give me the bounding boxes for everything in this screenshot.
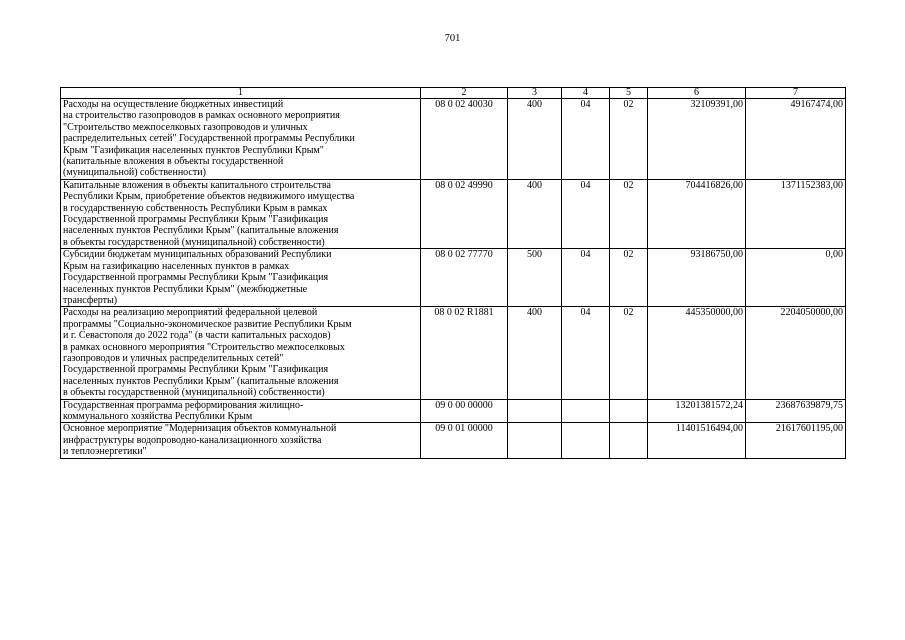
row-col5: 02 — [610, 249, 648, 307]
table-row — [61, 423, 846, 458]
row-code: 09 0 01 00000 — [421, 423, 508, 458]
row-col4: 04 — [562, 249, 610, 307]
header-col-2: 2 — [421, 88, 508, 99]
header-row — [61, 88, 846, 99]
row-col3: 500 — [508, 249, 562, 307]
row-col4: 04 — [562, 99, 610, 180]
row-col5: 02 — [610, 99, 648, 180]
row-col5 — [610, 399, 648, 423]
row-description: Государственная программа реформирования жилищно- коммунального хозяйства Республики Крым — [61, 399, 421, 423]
row-description: Капитальные вложения в объекты капитального строительства Республики Крым, приобретение объектов недвижимого имущества в государственную собственность Республики Крым в рамках Государственной программы Республики Крым "Газификация населенных пунктов Республики Крым" (капитальные вложения в объекты государственной (муниципальной) собственности) — [61, 179, 421, 248]
header-col-7: 7 — [746, 88, 846, 99]
row-col3: 400 — [508, 99, 562, 180]
row-code: 08 0 02 77770 — [421, 249, 508, 307]
row-description: Субсидии бюджетам муниципальных образований Республики Крым на газификацию населенных пунктов в рамках Государственной программы Республики Крым "Газификация населенных пунктов Республики Крым" (межбюджетные трансферты) — [61, 249, 421, 307]
row-amount-6: 445350000,00 — [648, 307, 746, 399]
header-col-5: 5 — [610, 88, 648, 99]
table-row — [61, 307, 846, 399]
row-col5: 02 — [610, 307, 648, 399]
row-amount-7: 23687639879,75 — [746, 399, 846, 423]
row-col3: 400 — [508, 307, 562, 399]
budget-table — [60, 87, 846, 459]
row-amount-6: 704416826,00 — [648, 179, 746, 248]
row-amount-7: 49167474,00 — [746, 99, 846, 180]
header-col-1: 1 — [61, 88, 421, 99]
row-col3: 400 — [508, 179, 562, 248]
row-col4 — [562, 399, 610, 423]
header-col-3: 3 — [508, 88, 562, 99]
table-row — [61, 99, 846, 180]
table-row — [61, 399, 846, 423]
row-col5: 02 — [610, 179, 648, 248]
row-amount-6: 11401516494,00 — [648, 423, 746, 458]
header-col-4: 4 — [562, 88, 610, 99]
row-amount-7: 21617601195,00 — [746, 423, 846, 458]
row-col3 — [508, 399, 562, 423]
row-description: Расходы на реализацию мероприятий федеральной целевой программы "Социально-экономическое развитие Республики Крым и г. Севастополя до 2022 года" (в части капитальных расходов) в рамках основного мероприятия "Строительство межпоселковых газопроводов и уличных распределительных сетей" Государственной программы Республики Крым "Газификация населенных пунктов Республики Крым" (капитальные вложения в объекты государственной (муниципальной) собственности) — [61, 307, 421, 399]
row-amount-6: 93186750,00 — [648, 249, 746, 307]
table-row — [61, 179, 846, 248]
page-number: 701 — [444, 33, 461, 44]
row-amount-6: 32109391,00 — [648, 99, 746, 180]
row-description: Расходы на осуществление бюджетных инвестиций на строительство газопроводов в рамках основного мероприятия "Строительство межпоселковых газопроводов и уличных распределительных сетей" Государственной программы Республики Крым "Газификация населенных пунктов Республики Крым" (капитальные вложения в объекты государственной (муниципальной) собственности) — [61, 99, 421, 180]
row-amount-7: 0,00 — [746, 249, 846, 307]
table-row — [61, 249, 846, 307]
row-description: Основное мероприятие "Модернизация объектов коммунальной инфраструктуры водопроводно-канализационного хозяйства и теплоэнергетики" — [61, 423, 421, 458]
header-col-6: 6 — [648, 88, 746, 99]
row-code: 08 0 02 49990 — [421, 179, 508, 248]
row-col5 — [610, 423, 648, 458]
row-col4 — [562, 423, 610, 458]
row-amount-7: 2204050000,00 — [746, 307, 846, 399]
row-col4: 04 — [562, 307, 610, 399]
row-col4: 04 — [562, 179, 610, 248]
row-code: 08 0 02 R1881 — [421, 307, 508, 399]
row-code: 08 0 02 40030 — [421, 99, 508, 180]
row-amount-6: 13201381572,24 — [648, 399, 746, 423]
row-code: 09 0 00 00000 — [421, 399, 508, 423]
row-col3 — [508, 423, 562, 458]
row-amount-7: 1371152383,00 — [746, 179, 846, 248]
